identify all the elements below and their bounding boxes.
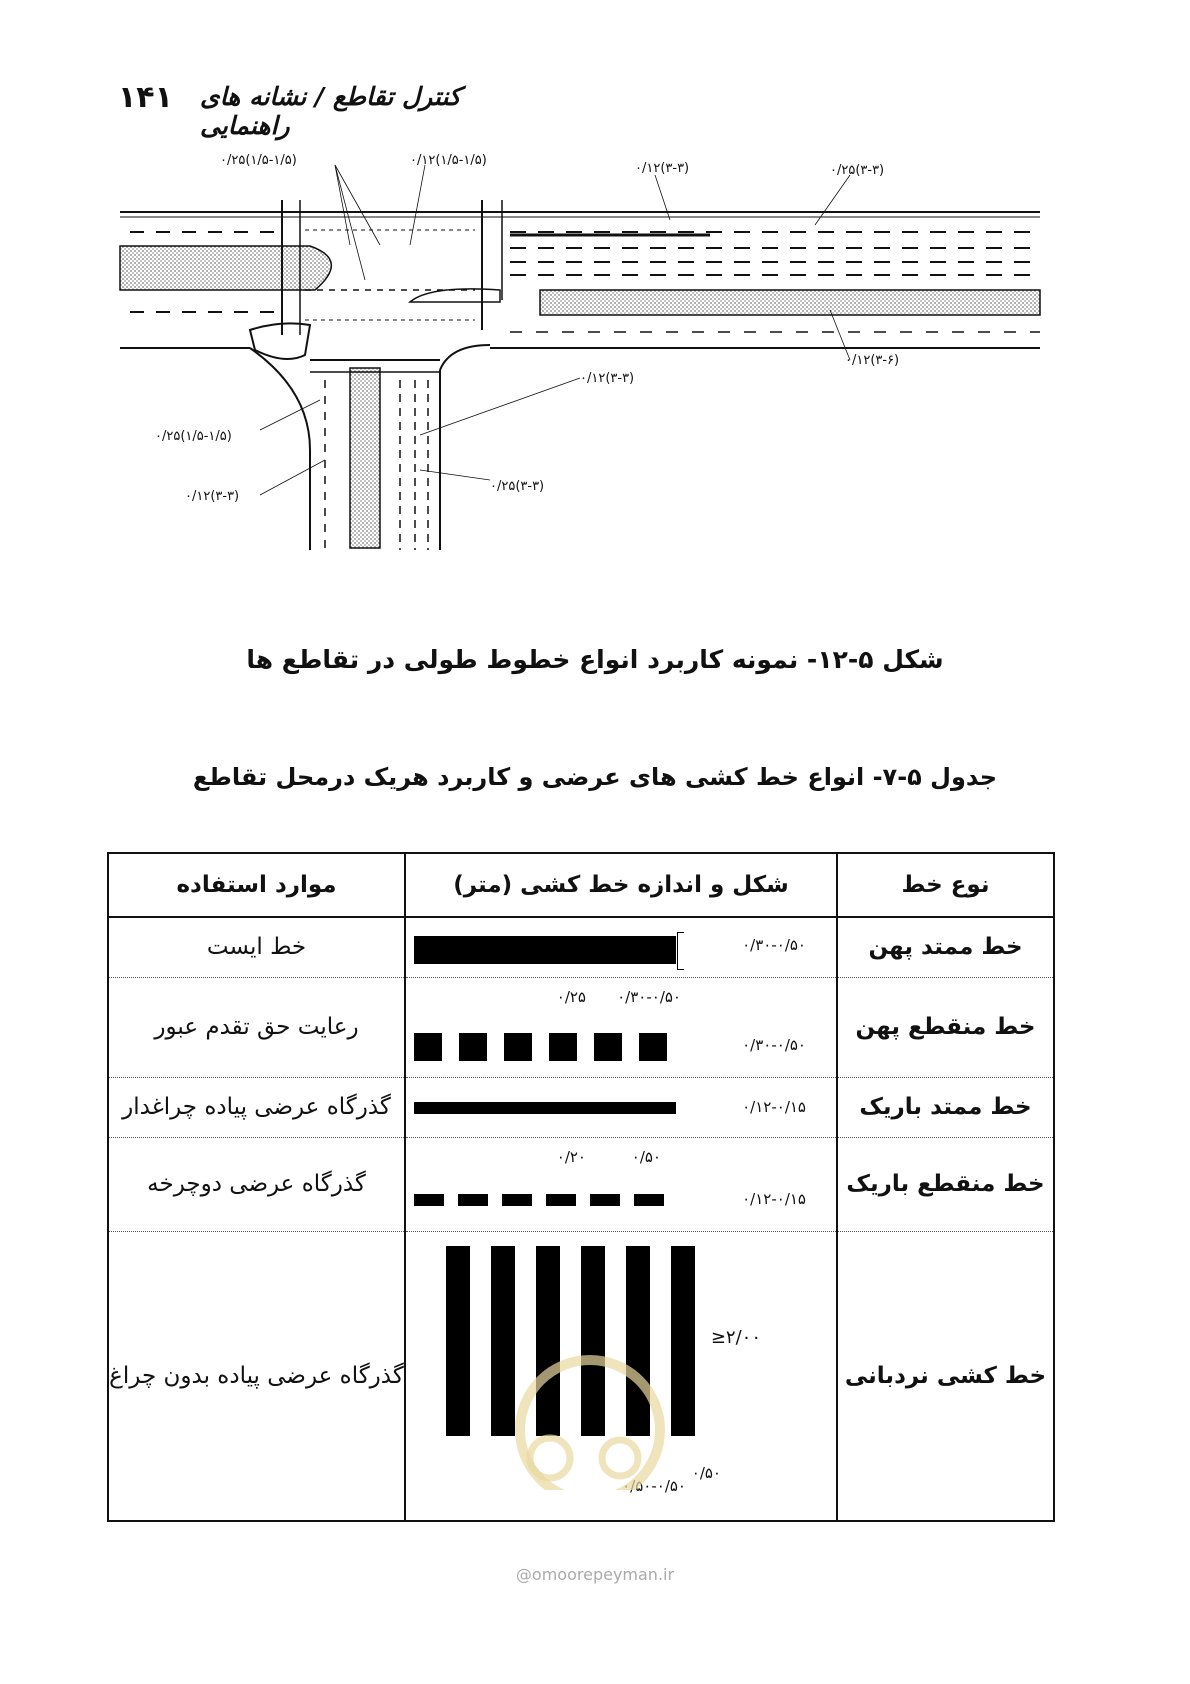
row-type: خط ممتد باریک (837, 1077, 1054, 1137)
figure-label: ۰/۱۲(۳-۶) (845, 353, 900, 368)
intersection-diagram (110, 150, 1050, 550)
dimension-label: ۰/۵۰-۰/۵۰ (622, 1476, 686, 1495)
dimension-label: ۰/۵۰ (631, 1148, 661, 1166)
row-use: گذرگاه عرضی پیاده چراغدار (108, 1077, 405, 1137)
dimension-label: ۰/۳۰-۰/۵۰ (742, 936, 806, 955)
figure-label: ۰/۲۵(۳-۳) (490, 479, 545, 494)
dimension-label: ۰/۵۰ (691, 1463, 721, 1482)
dimension-label: ۰/۱۲-۰/۱۵ (742, 1098, 806, 1116)
dimension-label: ۰/۲۵ (556, 988, 586, 1006)
header-type: نوع خط (837, 853, 1054, 917)
row-type: خط ممتد پهن (837, 917, 1054, 977)
figure-label: ۰/۱۲(۱/۵-۱/۵) (410, 153, 487, 168)
figure-caption: شکل ۵-۱۲- نمونه کاربرد انواع خطوط طولی در تقاطع ها (246, 645, 944, 674)
site-footer: @omoorepeyman.ir (515, 1565, 675, 1584)
row-shape (405, 1137, 837, 1231)
dimension-label: ۰/۱۲-۰/۱۵ (742, 1190, 806, 1208)
figure-label: ۰/۱۲(۳-۳) (185, 489, 240, 504)
figure-label: ۰/۲۵(۳-۳) (830, 163, 885, 178)
dim-bracket (677, 932, 684, 970)
row-type: خط منقطع پهن (837, 977, 1054, 1077)
solid-wide-line (414, 936, 676, 964)
row-use: رعایت حق تقدم عبور (108, 977, 405, 1077)
row-use: گذرگاه عرضی دوچرخه (108, 1137, 405, 1231)
dashed-thin-line (414, 1194, 676, 1206)
figure-label: ۰/۲۵(۱/۵-۱/۵) (155, 429, 232, 444)
page-number: ۱۴۱ (118, 80, 173, 115)
dimension-label: ۰/۳۰-۰/۵۰ (742, 1036, 806, 1054)
row-shape (405, 917, 837, 977)
row-use: خط ایست (108, 917, 405, 977)
row-shape (405, 1077, 837, 1137)
running-title: کنترل تقاطع / نشانه های راهنمایی (200, 82, 461, 140)
solid-thin-line (414, 1102, 676, 1114)
dimension-label: ≥۲/۰۰ (710, 1326, 761, 1348)
row-type: خط منقطع باریک (837, 1137, 1054, 1231)
dashed-wide-line (414, 1033, 676, 1061)
table-caption: جدول ۵-۷- انواع خط کشی های عرضی و کاربرد هریک درمحل تقاطع (192, 763, 998, 791)
figure-label: ۰/۱۲(۳-۳) (580, 371, 635, 386)
row-use: گذرگاه عرضی پیاده بدون چراغ (108, 1231, 405, 1521)
dimension-label: ۰/۲۰ (556, 1148, 586, 1166)
figure-label: ۰/۱۲(۳-۳) (635, 161, 690, 176)
dimension-label: ۰/۳۰-۰/۵۰ (617, 988, 681, 1006)
row-shape (405, 977, 837, 1077)
row-type: خط کشی نردبانی (837, 1231, 1054, 1521)
watermark-logo (480, 1340, 700, 1490)
header-use: موارد استفاده (108, 853, 405, 917)
header-shape: شکل و اندازه خط کشی (متر) (405, 853, 837, 917)
figure-label: ۰/۲۵(۱/۵-۱/۵) (220, 153, 297, 168)
